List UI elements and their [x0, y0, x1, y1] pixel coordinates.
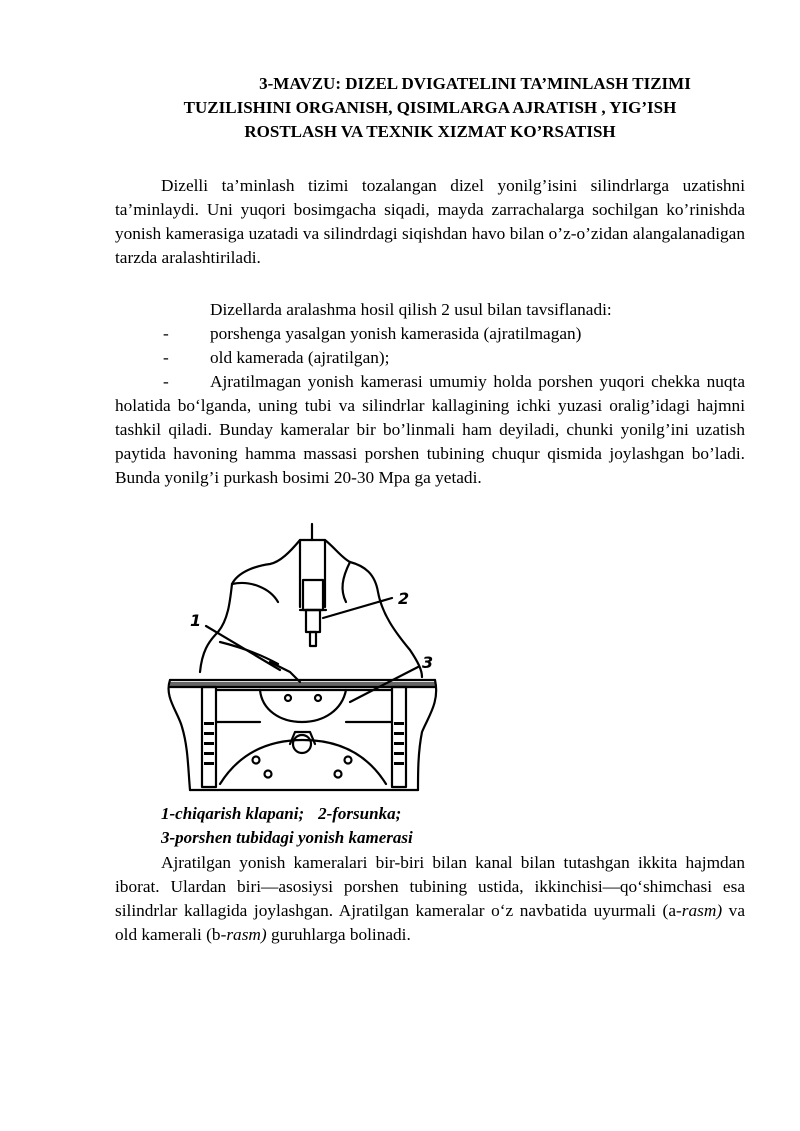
rasm-reference: rasm): [226, 925, 267, 944]
title-line-1: 3-MAVZU: DIZEL DVIGATELINI TA’MINLASH TIZIMI: [259, 74, 691, 93]
rasm-reference: rasm): [681, 901, 723, 920]
caption-item-1: 1-chiqarish klapani;: [161, 804, 305, 823]
figure-caption-line-2: [161, 826, 413, 850]
paragraph-text: guruhlarga bolinadi.: [266, 925, 411, 944]
paragraph-divided-chamber: [115, 851, 745, 947]
figure-label-2: 2: [398, 589, 410, 608]
paragraph-text: Ajratilgan yonish kameralari bir-biri bilan kanal bilan tutashgan ikkita hajmdan iborat. Ulardan biri—asosiysi porshen tubining ustida, ikkinchisi—qo‘shimchasi esa silindrlar kallagida joylashgan. Ajratilgan kameralar o‘z navbatida uyurmali (a-: [115, 853, 745, 920]
title-line-2: TUZILISHINI ORGANISH, QISIMLARGA AJRATISH , YIG’ISH: [183, 98, 677, 117]
list-dash: -: [163, 324, 169, 343]
list-dash: -: [163, 348, 169, 367]
paragraph-methods: Dizellarda aralashma hosil qilish 2 usul bilan tavsiflanadi:: [210, 300, 612, 319]
paragraph-intro: Dizelli ta’minlash tizimi tozalangan dizel yonilg’isini silindrlarga uzatishni ta’minlaydi. Uni yuqori bosimgacha siqadi, mayda zarrachalarga sochilgan ko’rinishda yonish kamerasiga uzatadi va silindrdagi siqishdan havo bilan o’z-o’zidan alangalanadigan tarzda aralashtiriladi.: [115, 176, 745, 267]
paragraph-undivided-chamber: [115, 370, 745, 490]
list-dash: -: [163, 372, 169, 391]
figure-label-3: 3: [422, 653, 434, 672]
caption-item-2: 2-forsunka;: [318, 804, 402, 823]
figure-caption-line-1: [161, 802, 401, 826]
paragraph-text: va old kamerali (b-: [115, 901, 745, 944]
list-item-text: porshenga yasalgan yonish kamerasida (ajratilmagan): [210, 324, 582, 343]
figure-label-1: 1: [190, 611, 202, 630]
document-title: [115, 72, 745, 144]
title-line-3: ROSTLASH VA TEXNIK XIZMAT KO’RSATISH: [244, 122, 616, 141]
paragraph-text: Ajratilmagan yonish kamerasi umumiy holda porshen yuqori chekka nuqta holatida bo‘lganda, uning tubi va silindrlar kallagining ichki yuzasi oralig’idagi hajmni tashkil qiladi. Bunday kameralar bir bo’linmali ham deyiladi, chunki yonilg’ini uzatish paytida havoning hamma massasi porshen tubining chuqur qismida joylashgan bo’ladi. Bunda yonilg’i purkash bosimi 20-30 Mpa ga yetadi.: [115, 372, 745, 487]
list-item-text: old kamerada (ajratilgan);: [210, 348, 390, 367]
engine-cross-section-figure: [160, 522, 445, 797]
caption-item-3: 3-porshen tubidagi yonish kamerasi: [161, 828, 413, 847]
